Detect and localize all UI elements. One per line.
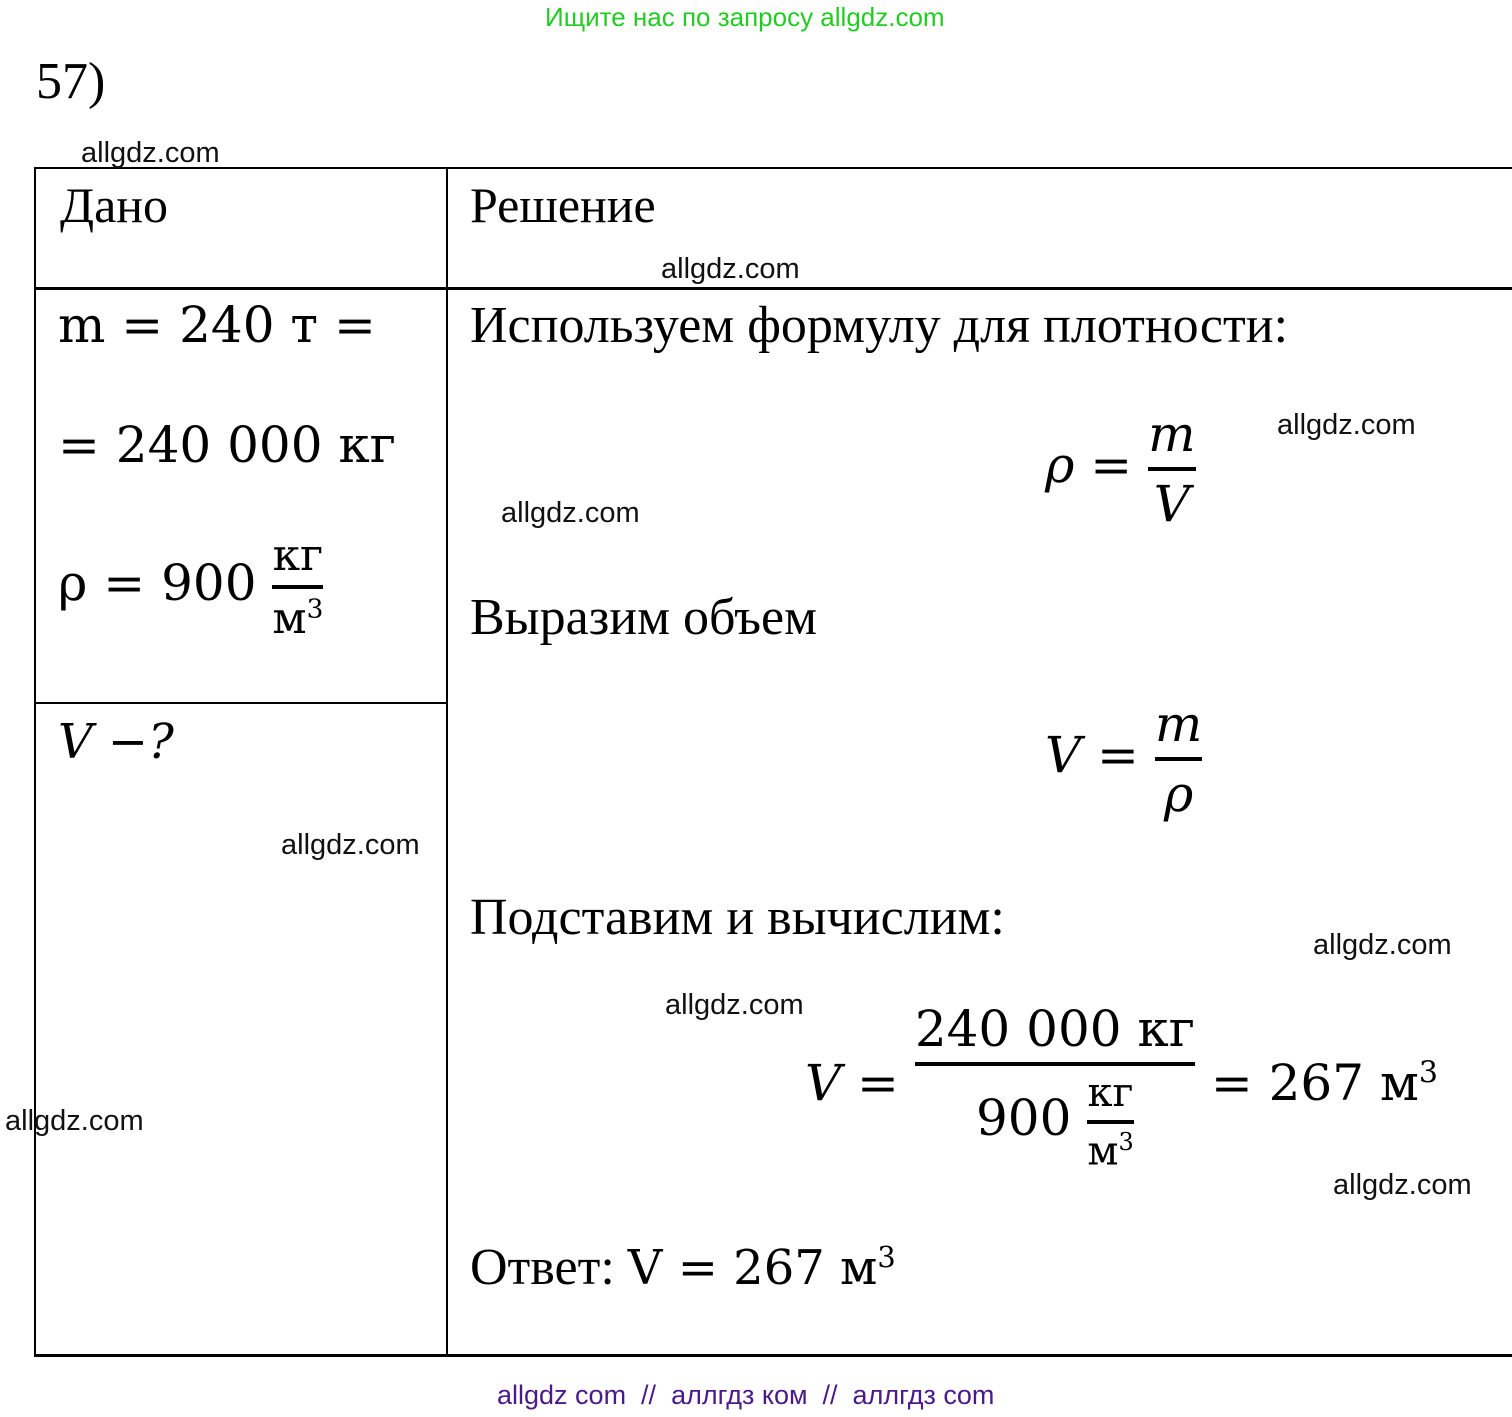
table-header-divider (34, 287, 1512, 290)
given-mass-line2: = 240 000 кг (58, 416, 396, 474)
given-find: V −? (58, 714, 174, 770)
step-3-text: Подставим и вычислим: (470, 889, 1005, 946)
watermark: allgdz.com (1277, 409, 1416, 441)
watermark: allgdz.com (281, 829, 420, 861)
solution-header: Решение (470, 177, 656, 233)
watermark: allgdz.com (501, 497, 640, 529)
given-mass-line1 (58, 296, 376, 354)
table-border-bottom (34, 1354, 1512, 1357)
footer-links[interactable]: allgdz com // аллгдз ком // аллгдз com (497, 1380, 995, 1410)
density-unit (272, 530, 323, 644)
answer-label: Ответ: (470, 1239, 615, 1296)
step-1-text: Используем формулу для плотности: (470, 297, 1289, 354)
calculation-formula: V = 240 000 кг 900 $\frac{кг}{м^3}$ = 267 $м^3$ (805, 1000, 1438, 1175)
density-formula: ρ = $\frac{m}{V}$ (1045, 405, 1196, 533)
given-density (58, 530, 323, 644)
watermark: allgdz.com (5, 1105, 144, 1137)
unit-num: кг (272, 530, 324, 581)
watermark: allgdz.com (81, 137, 220, 169)
density-value: ρ = 900 (58, 554, 257, 612)
volume-formula: V = $\frac{m}{\rho}$ (1045, 695, 1203, 823)
unit-den: $м^3$ (272, 593, 324, 644)
given-find-divider (34, 702, 447, 704)
watermark: allgdz.com (665, 989, 804, 1021)
table-column-divider (446, 167, 448, 1357)
table-border-top (34, 167, 1512, 169)
watermark: allgdz.com (1313, 929, 1452, 961)
answer-value: V = 267 $м^3$ (627, 1240, 896, 1296)
watermark: allgdz.com (1333, 1169, 1472, 1201)
answer (470, 1238, 896, 1297)
top-banner[interactable]: Ищите нас по запросу allgdz.com (545, 2, 945, 32)
step-2-text: Выразим объем (470, 589, 818, 646)
watermark: allgdz.com (661, 253, 800, 285)
given-header: Дано (60, 177, 169, 233)
problem-number: 57) (36, 53, 106, 110)
given-mass-text: m = 240 т = (58, 296, 376, 354)
table-border-left (34, 167, 36, 1357)
